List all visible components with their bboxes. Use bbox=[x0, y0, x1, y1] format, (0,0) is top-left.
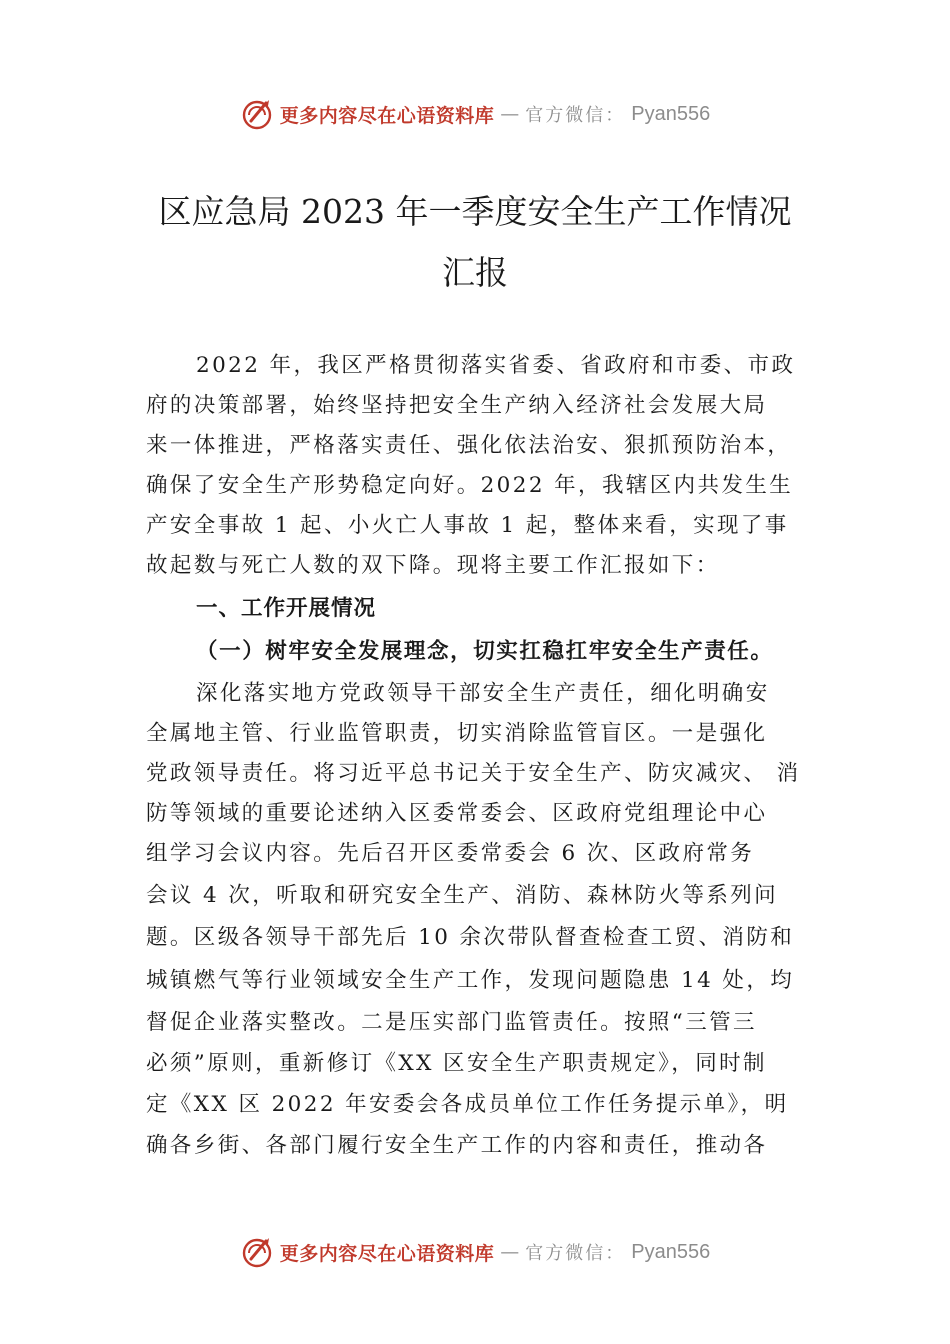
body-line: 2022 年，我区严格贯彻落实省委、省政府和市委、市政 bbox=[196, 353, 796, 378]
wechat-label: 官方微信： bbox=[525, 105, 626, 126]
body-line: 故起数与死亡人数的双下降。现将主要工作汇报如下： bbox=[146, 553, 720, 578]
body-line: 深化落实地方党政领导干部安全生产责任，细化明确安 bbox=[196, 681, 770, 706]
brand-name: 更多内容尽在心语资料库 bbox=[279, 104, 495, 127]
banner-dash: — bbox=[500, 103, 520, 125]
body-line: 会议 4 次，听取和研究安全生产、消防、森林防火等系列问 bbox=[146, 883, 779, 908]
wechat-id: Pyan556 bbox=[631, 1240, 711, 1263]
body-line: 党政领导责任。将习近平总书记关于安全生产、防灾减灾、 消 bbox=[146, 761, 801, 786]
brand-logo-icon bbox=[240, 97, 274, 131]
wechat-id: Pyan556 bbox=[631, 102, 711, 125]
document-title-line-2: 汇报 bbox=[442, 253, 508, 292]
body-line: 题。区级各领导干部先后 10 余次带队督查检查工贸、消防和 bbox=[146, 925, 795, 950]
wechat-label: 官方微信： bbox=[525, 1243, 626, 1264]
body-line: 产安全事故 1 起、小火亡人事故 1 起，整体来看，实现了事 bbox=[146, 513, 789, 538]
banner-dash: — bbox=[500, 1241, 520, 1263]
body-line: 定《XX 区 2022 年安委会各成员单位工作任务提示单》，明 bbox=[146, 1092, 789, 1117]
brand-name: 更多内容尽在心语资料库 bbox=[279, 1242, 495, 1265]
body-line: 确保了安全生产形势稳定向好。2022 年，我辖区内共发生生 bbox=[146, 473, 794, 498]
body-line: 防等领域的重要论述纳入区委常委会、区政府党组理论中心 bbox=[146, 801, 768, 826]
body-line: 督促企业落实整改。二是压实部门监管责任。按照“三管三 bbox=[146, 1010, 757, 1035]
body-line: 确各乡街、各部门履行安全生产工作的内容和责任，推动各 bbox=[146, 1133, 768, 1158]
section-heading: 一、工作开展情况 bbox=[196, 596, 377, 621]
header-banner bbox=[0, 94, 950, 134]
footer-banner bbox=[0, 1232, 950, 1272]
body-line: 全属地主管、行业监管职责，切实消除监管盲区。一是强化 bbox=[146, 721, 768, 746]
body-line: 府的决策部署，始终坚持把安全生产纳入经济社会发展大局 bbox=[146, 393, 768, 418]
subsection-heading: （一）树牢安全发展理念，切实扛稳扛牢安全生产责任。 bbox=[196, 639, 774, 664]
document-title-line-1: 区应急局 2023 年一季度安全生产工作情况 bbox=[158, 192, 792, 231]
body-line: 必须”原则，重新修订《XX 区安全生产职责规定》，同时制 bbox=[146, 1051, 767, 1076]
body-line: 城镇燃气等行业领域安全生产工作，发现问题隐患 14 处，均 bbox=[146, 968, 795, 993]
body-line: 组学习会议内容。先后召开区委常委会 6 次、区政府常务 bbox=[146, 841, 755, 866]
body-line: 来一体推进，严格落实责任、强化依法治安、狠抓预防治本， bbox=[146, 433, 792, 458]
brand-logo-icon bbox=[240, 1235, 274, 1269]
